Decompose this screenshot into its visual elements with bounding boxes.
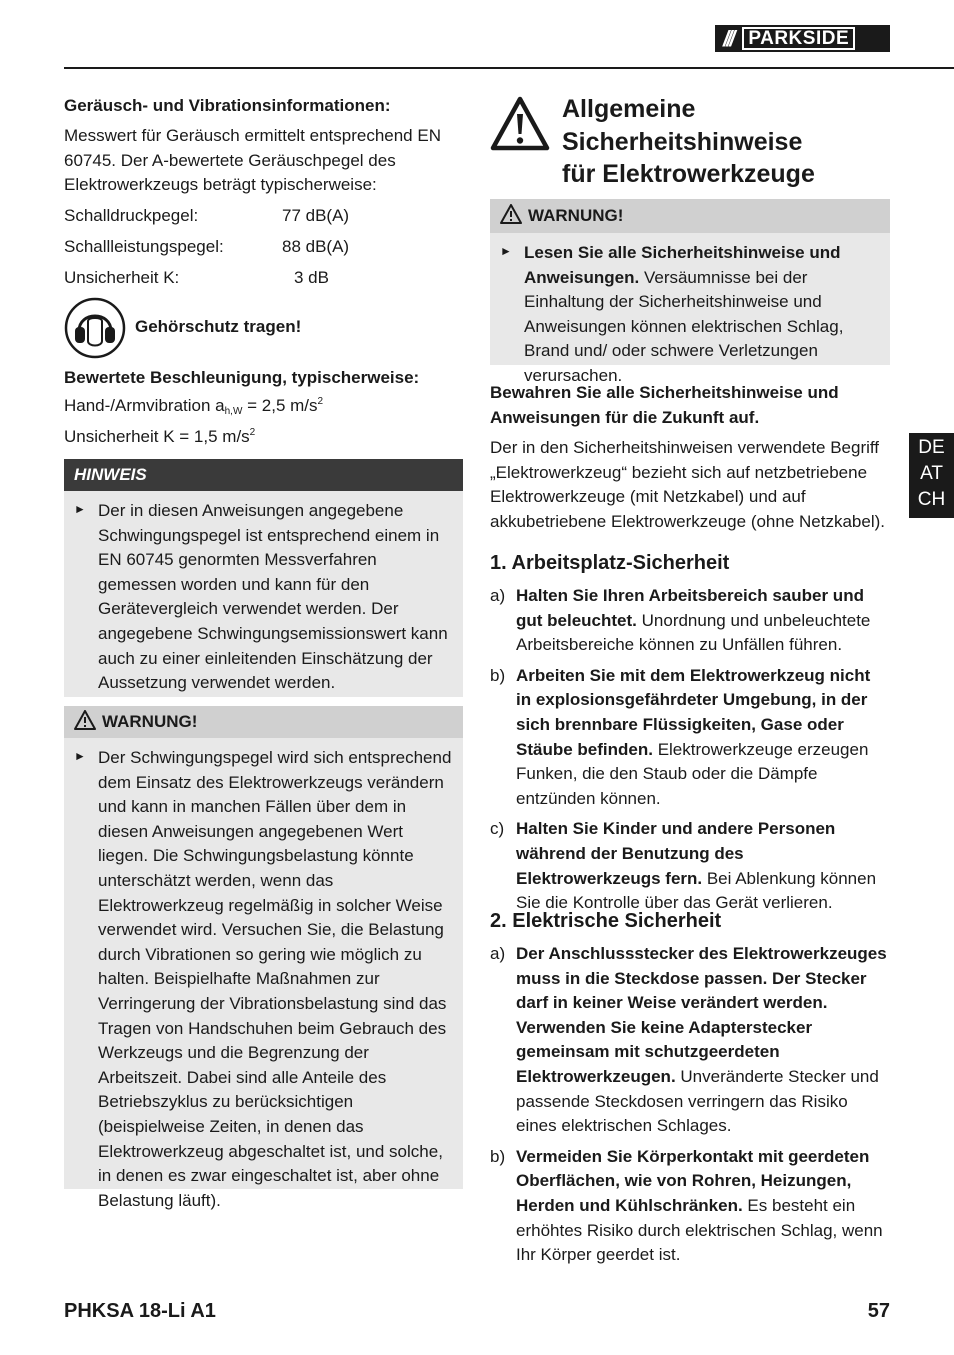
value-row xyxy=(64,235,464,266)
keep-instructions: Bewahren Sie alle Sicherheitshinweise und Anweisungen für die Zukunft auf. xyxy=(490,383,839,427)
list-text-rest: Elektrowerkzeuge erzeugen Funken, die den Staub oder die Dämpfe entzünden können. xyxy=(516,739,869,808)
warning-text: Der Schwingungspegel wird sich entsprechend dem Einsatz des Elektrowerkzeugs verändern und kann in manchen Fällen über dem in diesen Anweisungen angegebenen Wert liegen. Die Schwingungsbelastung könnte unterschätzt werden, wenn das Elektrowerkzeug regelmäßig in solcher Weise verwendet wird. Versuchen Sie, die Belastung durch Vibrationen so gering wie möglich zu halten. Beispielhafte Maßnahmen zur Verringerung der Vibrationsbelastung sind das Tragen von Handschuhen beim Gebrauch des Werkzeugs und die Begrenzung der Arbeitszeit. Dabei sind alle Anteile des Betriebszyklus zu berücksichtigen (beispielweise Zeiten, in denen das Elektrowerkzeug abgeschaltet ist, und solche, in denen es zwar eingeschaltet ist, aber ohne Belastung läuft). xyxy=(98,748,452,1210)
value: 88 dB(A) xyxy=(282,237,350,256)
workplace-list xyxy=(490,584,890,916)
hinweis-bullet xyxy=(64,491,463,696)
accel-line-2 xyxy=(64,425,464,450)
language-tab xyxy=(909,433,954,518)
warning-triangle-icon xyxy=(490,96,550,152)
warning-triangle-icon xyxy=(74,710,102,735)
page-title xyxy=(562,93,892,191)
value-label: Schalldruckpegel: xyxy=(64,206,199,225)
list-text xyxy=(516,817,890,915)
parkside-logo xyxy=(715,25,890,52)
list-text-bold: Vermeiden Sie Körperkontakt mit geerdeten Oberflächen, wie von Rohren, Heizungen, Herden und Kühlschränken. xyxy=(516,1146,870,1215)
ear-protection-label: Gehörschutz tragen! xyxy=(135,317,302,336)
value: 77 dB(A) xyxy=(282,206,350,225)
warning-triangle-icon xyxy=(500,204,528,229)
language-de: DE xyxy=(918,437,945,458)
accel-title: Bewertete Beschleunigung, typischerweise: xyxy=(64,368,420,387)
list-marker: a) xyxy=(490,586,506,605)
logo-box xyxy=(742,27,855,50)
list-item xyxy=(490,817,890,915)
title-line-1: Allgemeine xyxy=(562,95,696,123)
arrow-right-icon: ► xyxy=(74,502,86,516)
list-text xyxy=(516,584,890,658)
list-marker: a) xyxy=(490,944,506,963)
accel-line-1-post: = 2,5 m/s xyxy=(242,396,318,415)
value-row xyxy=(64,204,464,235)
list-marker: c) xyxy=(490,819,505,839)
accel-line-1 xyxy=(64,394,464,419)
electrical-list xyxy=(490,942,890,1268)
warning-bullet xyxy=(490,233,890,389)
term-definition: Der in den Sicherheitshinweisen verwendete Begriff „Elektrowerkzeug“ bezieht sich auf netzbetriebene Elektrowerkzeuge (mit Netzkabel) und auf akkubetriebene Elektrowerkzeuge (ohne Netzkabel). xyxy=(490,438,886,531)
title-line-2: Sicherheitshinweise xyxy=(562,127,803,156)
accel-line-2-pre: Unsicherheit K = 1,5 m/s xyxy=(64,427,250,446)
accel-sup: 2 xyxy=(317,396,324,407)
logo-slashes: /// xyxy=(723,25,733,51)
arrow-right-icon: ► xyxy=(74,749,86,763)
list-text-rest: Unordnung und unbeleuchtete Arbeitsbereiche können zu Unfällen führen. xyxy=(516,610,871,655)
list-text-rest: Es besteht ein erhöhtes Risiko durch elektrischen Schlag, wenn Ihr Körper geerdet ist. xyxy=(516,1195,883,1265)
list-marker: b) xyxy=(490,665,506,685)
hinweis-text: Der in diesen Anweisungen angegebene Schwingungspegel ist entsprechend einem in EN 60745 genormten Messverfahren gemessen worden und kann für den Gerätevergleich verwendet werden. Der angegebene Schwingungsemissionswert kann auch zu einer einleitenden Einschätzung der Aussetzung verwendet werden. xyxy=(98,501,448,693)
noise-text: Messwert für Geräusch ermittelt entsprechend EN 60745. Der A-bewertete Geräuschpegel des Elektrowerkzeugs beträgt typischerweise: xyxy=(64,126,441,195)
list-item xyxy=(490,664,890,812)
logo-text: PARKSIDE xyxy=(748,28,850,49)
hinweis-header: HINWEIS xyxy=(64,459,463,491)
noise-values xyxy=(64,204,464,297)
value-label: Schallleistungspegel: xyxy=(64,237,224,256)
accel-sub: h,W xyxy=(224,406,243,417)
header-rule xyxy=(64,67,954,69)
language-at: AT xyxy=(920,463,943,484)
hinweis-box xyxy=(64,459,463,697)
list-item xyxy=(490,1145,890,1268)
list-text-bold: Halten Sie Ihren Arbeitsbereich sauber und gut beleuchtet. xyxy=(516,586,864,630)
warning-bullet xyxy=(64,738,463,1213)
list-item xyxy=(490,942,890,1139)
noise-title: Geräusch- und Vibrationsinformationen: xyxy=(64,96,391,115)
language-ch: CH xyxy=(917,489,946,510)
value-label: Unsicherheit K: xyxy=(64,268,180,287)
warning-text-rest: Versäumnisse bei der Einhaltung der Sicherheitshinweise und Anweisungen können elektrischen Schlag, Brand und/ oder schwere Verletzungen verursachen. xyxy=(524,267,844,385)
warning-header xyxy=(64,706,463,738)
list-text-bold: Halten Sie Kinder und andere Personen während der Benutzung des Elektrowerkzeugs fern. xyxy=(516,819,836,888)
accel-sup-2: 2 xyxy=(249,427,256,438)
value: 3 dB xyxy=(294,268,329,287)
list-text xyxy=(516,942,890,1139)
list-text-bold: Der Anschlussstecker des Elektrowerkzeuges muss in die Steckdose passen. Der Stecker darf in keiner Weise verändert werden. Verwenden Sie keine Adapterstecker gemeinsam mit schutzgeerdeten Elektrowerkzeugen. xyxy=(516,944,887,1086)
title-line-3: für Elektrowerkzeuge xyxy=(562,160,815,188)
arrow-right-icon: ► xyxy=(500,244,512,258)
list-text-rest: Unveränderte Stecker und passende Steckdosen verringern das Risiko eines elektrischen Schlages. xyxy=(516,1066,879,1136)
list-text xyxy=(516,664,890,812)
list-text-rest: Bei Ablenkung können Sie die Kontrolle über das Gerät verlieren. xyxy=(516,868,877,913)
page-number: 57 xyxy=(867,1300,890,1322)
section-title-electrical: 2. Elektrische Sicherheit xyxy=(490,910,722,932)
accel-line-1-pre: Hand-/Armvibration a xyxy=(64,396,225,415)
warning-text xyxy=(524,241,880,389)
safety-warning-box xyxy=(490,199,890,385)
warning-text-bold: Lesen Sie alle Sicherheitshinweise und Anweisungen. xyxy=(524,243,841,287)
list-text-bold: Arbeiten Sie mit dem Elektrowerkzeug nicht in explosionsgefährdeter Umgebung, in der sich brennbare Flüssigkeiten, Gase oder Stäube befinden. xyxy=(516,665,871,759)
value-row xyxy=(64,266,464,297)
list-text xyxy=(516,1145,890,1268)
warning-header xyxy=(490,199,890,233)
list-marker: b) xyxy=(490,1146,506,1166)
ear-protection-icon xyxy=(64,297,126,359)
vibration-warning-box xyxy=(64,706,463,1210)
list-item xyxy=(490,584,890,658)
warning-title: WARNUNG! xyxy=(102,712,198,731)
section-title-workplace: 1. Arbeitsplatz-Sicherheit xyxy=(490,552,730,574)
warning-title: WARNUNG! xyxy=(528,206,624,225)
footer-model: PHKSA 18-Li A1 xyxy=(64,1300,216,1322)
